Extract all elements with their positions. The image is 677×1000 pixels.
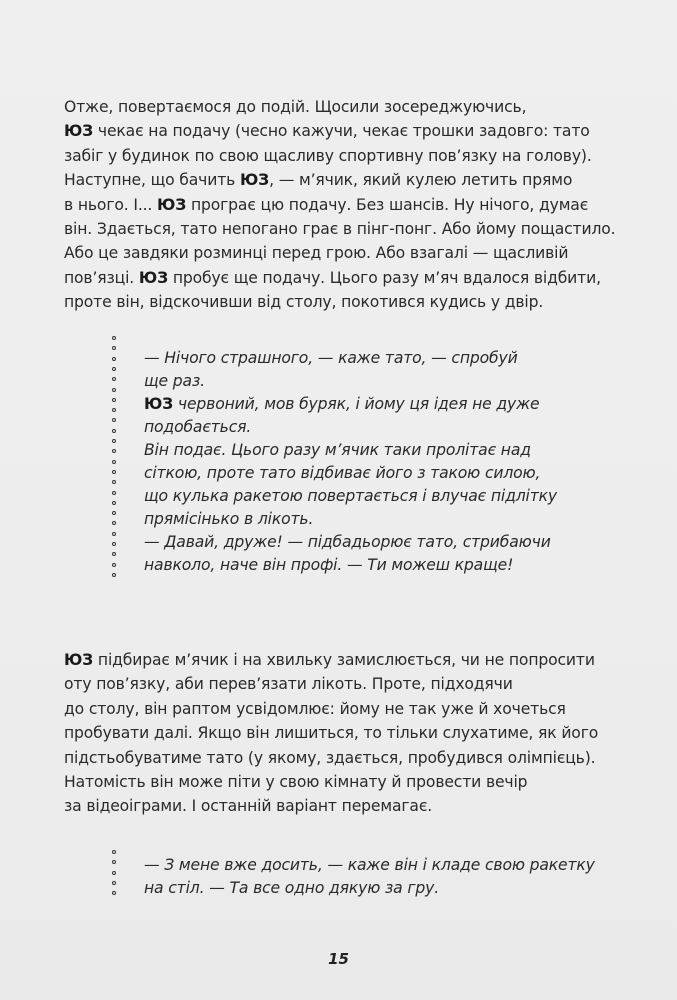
text-line: ЮЗ чекає на подачу (чесно кажучи, чекає трошки задовго: тато [64,122,590,141]
text-line: ЮЗ підбирає м’ячик і на хвильку замислюється, чи не попросити [64,651,595,669]
text-line: Або це завдяки розминці перед грою. Або взагалі — щасливій [64,244,569,263]
text-line: він. Здається, тато непогано грає в пінг-понг. Або йому пощастило. [64,220,616,239]
margin-dot [112,521,116,525]
text-line: подобається. [144,418,252,436]
margin-dot [112,491,116,495]
margin-dot [112,388,116,392]
margin-dot [112,408,116,412]
character-name: ЮЗ [64,122,94,141]
margin-dot [112,367,116,371]
text-line: в нього. І... ЮЗ програє цю подачу. Без шансів. Ну нічого, думає [64,195,589,214]
margin-dot [112,542,116,546]
character-name: ЮЗ [144,395,174,413]
character-name: ЮЗ [157,195,187,214]
text-line: ще раз. [144,372,205,390]
text-line: підстьобуватиме тато (у якому, здається, пробудився олімпієць). [64,748,596,767]
margin-dot [112,418,116,422]
margin-dot [112,470,116,474]
text-line: забіг у будинок по свою щасливу спортивну пов’язку на голову). [64,146,592,165]
margin-dot [112,501,116,505]
text-line: до столу, він раптом усвідомлює: йому не так уже й хочеться [64,699,566,718]
margin-dot [112,532,116,536]
text-line: сіткою, проте тато відбиває його з такою силою, [144,464,541,482]
dotted-margin-rule [110,850,118,896]
margin-dot [112,552,116,556]
text-line: оту пов’язку, аби перев’язати лікоть. Проте, підходячи [64,675,513,694]
text-line: що кулька ракетою повертається і влучає підлітку [144,487,557,505]
character-name: ЮЗ [138,268,169,287]
dialogue-block-1 [144,347,604,577]
text-line: за відеоіграми. І останній варіант перемагає. [64,797,433,816]
margin-dot [112,398,116,402]
margin-dot [112,850,116,854]
text-line: — З мене вже досить, — каже він і кладе свою ракетку [144,856,595,874]
margin-dot [112,377,116,381]
paragraph-2 [64,648,624,819]
page-number: 15 [328,950,349,968]
margin-dot [112,439,116,443]
character-name: ЮЗ [64,651,94,669]
text-line: пробувати далі. Якщо він лишиться, то тільки слухатиме, як його [64,724,599,743]
margin-dot [112,346,116,350]
margin-dot [112,460,116,464]
margin-dot [112,336,116,340]
margin-dot [112,871,116,875]
character-name: ЮЗ [240,171,270,190]
paragraph-1 [64,95,624,315]
margin-dot [112,563,116,567]
text-line: — Давай, друже! — підбадьорює тато, стрибаючи [144,533,551,551]
text-line: Натомість він може піти у свою кімнату й провести вечір [64,773,528,792]
text-line: — Нічого страшного, — каже тато, — спробуй [144,349,518,367]
text-line: прямісінько в лікоть. [144,510,314,528]
margin-dot [112,860,116,864]
text-line: навколо, наче він профі. — Ти можеш краще! [144,556,514,574]
text-line: Він подає. Цього разу м’ячик таки пролітає над [144,441,531,459]
margin-dot [112,357,116,361]
margin-dot [112,511,116,515]
text-line: Отже, повертаємося до подій. Щосили зосереджуючись, [64,98,527,116]
margin-dot [112,449,116,453]
dialogue-block-2 [144,854,604,900]
text-line: пов’язці. ЮЗ пробує ще подачу. Цього разу м’яч вдалося відбити, [64,268,601,287]
text-line: проте він, відскочивши від столу, покотився кудись у двір. [64,293,544,312]
text-line: ЮЗ червоний, мов буряк, і йому ця ідея не дуже [144,395,540,413]
text-line: Наступне, що бачить ЮЗ, — м’ячик, який кулею летить прямо [64,171,573,190]
margin-dot [112,881,116,885]
text-line: на стіл. — Та все одно дякую за гру. [144,879,440,897]
margin-dot [112,429,116,433]
margin-dot [112,480,116,484]
margin-dot [112,573,116,577]
margin-dot [112,891,116,895]
dotted-margin-rule [110,336,118,582]
